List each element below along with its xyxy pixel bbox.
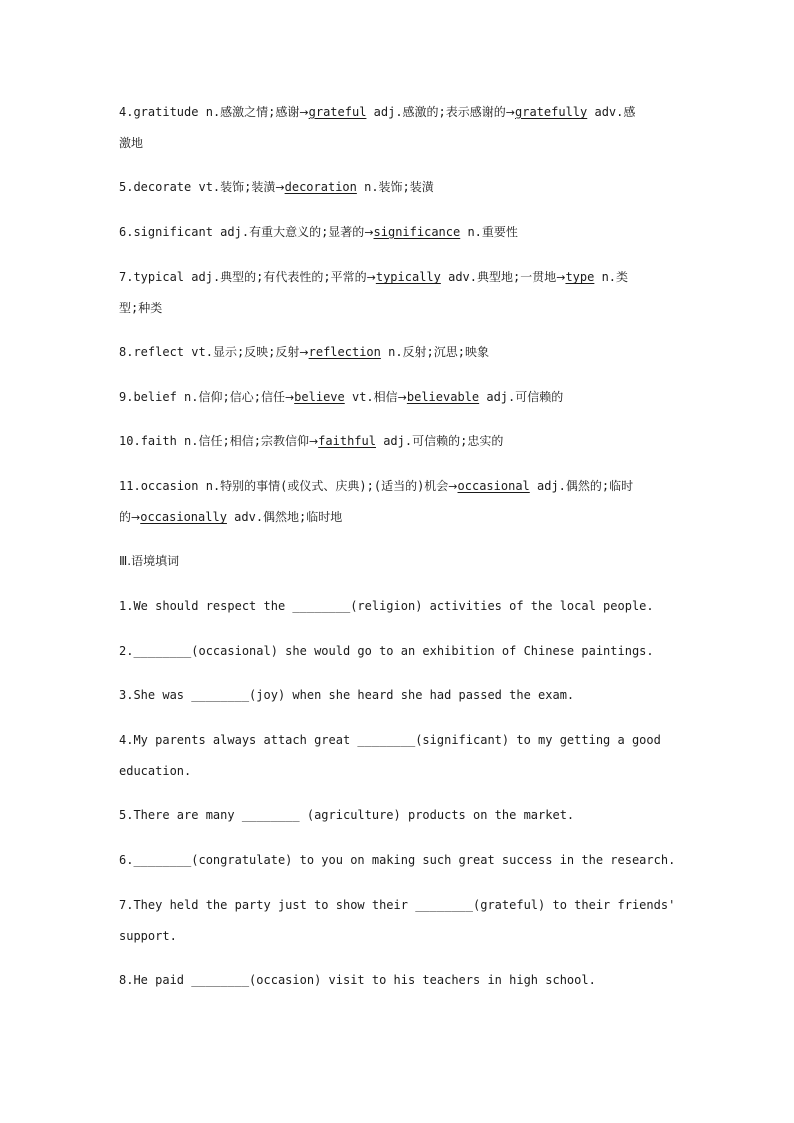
derived-word: decoration [284, 180, 357, 194]
arrow-icon: → [299, 346, 309, 359]
exercise-7-continued: support. [119, 929, 177, 943]
arrow-icon: → [505, 106, 515, 119]
meaning: 有重大意义的;显著的 [249, 225, 365, 239]
vocab-item-6 [119, 217, 679, 248]
headword: faith [140, 434, 177, 448]
derived-word: type [565, 270, 595, 284]
derived-meaning: adj.可信赖的 [479, 390, 564, 404]
derived-word: reflection [308, 345, 381, 359]
headword: significant [133, 225, 213, 239]
meaning: 感激之情;感谢 [220, 105, 300, 119]
arrow-icon: → [556, 271, 566, 284]
headword: typical [133, 270, 185, 284]
item-number: 6. [119, 225, 134, 239]
part-of-speech: n. [205, 105, 221, 119]
headword: reflect [133, 345, 185, 359]
exercise-4: 4.My parents always attach great ________(significant) to my getting a good [119, 733, 661, 747]
headword: belief [133, 390, 177, 404]
derived-word: occasionally [140, 510, 227, 524]
vocab-item-4 [119, 97, 679, 128]
derived-word: believe [294, 390, 345, 404]
derived-meaning: n.装饰;装潢 [356, 180, 434, 194]
meaning-continued: 激地 [119, 136, 144, 150]
derived-meaning: adj.偶然的;临时 [529, 479, 634, 493]
part-of-speech: n. [184, 434, 199, 448]
meaning: 典型的;有代表性的;平常的 [220, 270, 367, 284]
arrow-icon: → [308, 435, 319, 448]
exercise-4-continued: education. [119, 764, 192, 778]
headword: decorate [133, 180, 192, 194]
derived-meaning: n.反射;沉思;映象 [380, 345, 489, 359]
part-of-speech: vt. [198, 180, 221, 194]
vocab-item-9 [119, 382, 679, 413]
exercise-2: 2.________(occasional) she would go to an exhibition of Chinese paintings. [119, 644, 654, 658]
meaning-continued: 的 [119, 510, 132, 524]
exercise-7: 7.They held the party just to show their ________(grateful) to their friends' [119, 898, 676, 912]
arrow-icon: → [299, 106, 309, 119]
item-number: 10. [119, 434, 141, 448]
vocab-item-4-continued [119, 128, 679, 159]
headword: occasion [140, 479, 199, 493]
vocab-item-8 [119, 337, 679, 368]
exercise-5: 5.There are many ________ (agriculture) products on the market. [119, 808, 575, 822]
arrow-icon: → [284, 391, 295, 404]
meaning-continued: 型;种类 [119, 301, 163, 315]
part-of-speech: n. [205, 479, 221, 493]
arrow-icon: → [275, 181, 285, 194]
part-of-speech: adj. [220, 225, 250, 239]
vocab-item-5 [119, 172, 679, 203]
derived-word: occasional [457, 479, 530, 493]
item-number: 4. [119, 105, 134, 119]
exercise-1: 1.We should respect the ________(religion) activities of the local people. [119, 599, 654, 613]
item-number: 9. [119, 390, 134, 404]
vocab-item-11 [119, 471, 679, 502]
meaning: 信仰;信心;信任 [198, 390, 285, 404]
section-heading: Ⅲ.语境填词 [119, 554, 180, 568]
vocab-item-7 [119, 262, 679, 293]
derived-word: typically [375, 270, 441, 284]
arrow-icon: → [366, 271, 376, 284]
derived-meaning: adv.感 [587, 105, 636, 119]
exercise-6: 6.________(congratulate) to you on making such great success in the research. [119, 853, 676, 867]
vocab-item-10 [119, 426, 679, 457]
item-number: 11. [119, 479, 141, 493]
item-number: 5. [119, 180, 134, 194]
vocab-item-7-continued [119, 293, 679, 324]
meaning: 显示;反映;反射 [212, 345, 300, 359]
meaning: 装饰;装潢 [220, 180, 276, 194]
derived-meaning: n.类 [594, 270, 629, 284]
derived-meaning: adv.典型地;一贯地 [440, 270, 557, 284]
derived-word: grateful [308, 105, 367, 119]
arrow-icon: → [364, 226, 374, 239]
part-of-speech: vt. [191, 345, 213, 359]
part-of-speech: adj. [191, 270, 221, 284]
derived-meaning: adj.可信赖的;忠实的 [375, 434, 504, 448]
part-of-speech: n. [184, 390, 199, 404]
arrow-icon: → [131, 511, 141, 524]
arrow-icon: → [397, 391, 407, 404]
derived-word: gratefully [515, 105, 588, 119]
derived-word: believable [406, 390, 480, 404]
derived-word: faithful [318, 434, 376, 448]
exercise-3: 3.She was ________(joy) when she heard she had passed the exam. [119, 688, 575, 702]
derived-word: significance [373, 225, 461, 239]
derived-meaning: vt.相信 [344, 390, 398, 404]
derived-meaning: adj.感激的;表示感谢的 [366, 105, 506, 119]
vocab-item-11-continued [119, 502, 679, 533]
headword: gratitude [133, 105, 199, 119]
meaning: 信任;相信;宗教信仰 [198, 434, 309, 448]
item-number: 8. [119, 345, 134, 359]
arrow-icon: → [448, 480, 458, 493]
meaning: 特别的事情(或仪式、庆典);(适当的)机会 [220, 479, 449, 493]
exercise-8: 8.He paid ________(occasion) visit to his teachers in high school. [119, 973, 596, 987]
derived-meaning: adv.偶然地;临时地 [226, 510, 343, 524]
item-number: 7. [119, 270, 134, 284]
derived-meaning: n.重要性 [460, 225, 518, 239]
